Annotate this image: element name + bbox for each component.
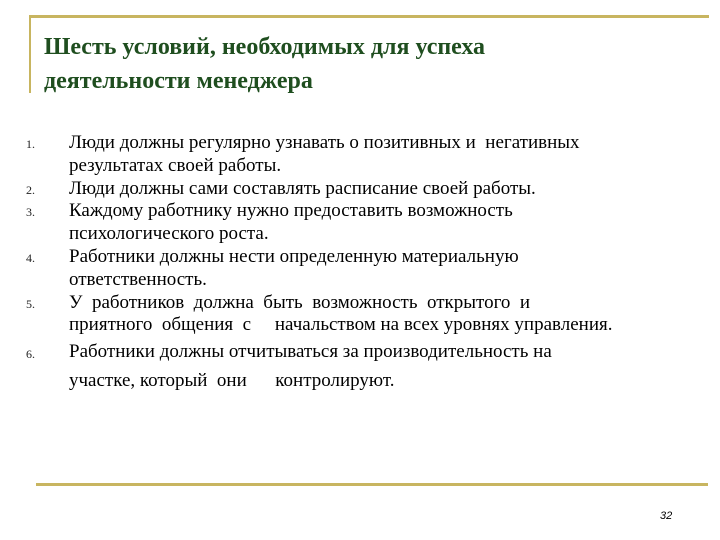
list-item-text: Работники должны нести определенную материальную	[69, 245, 519, 267]
list-item-number: 5.	[26, 296, 35, 311]
list-item-6	[22, 337, 702, 395]
slide-title-line-1: Шесть условий, необходимых для успеха	[44, 34, 486, 60]
conditions-list	[22, 132, 702, 395]
list-item-5	[22, 292, 702, 338]
list-item-text: результатах своей работы.	[69, 154, 282, 176]
slide-title-line-2: деятельности менеджера	[44, 68, 313, 94]
list-item-2	[22, 178, 702, 201]
list-item-number: 6.	[26, 347, 35, 362]
list-item-number: 2.	[26, 182, 35, 197]
list-item-number: 4.	[26, 250, 35, 265]
list-item-text: Люди должны сами составлять расписание своей работы.	[69, 177, 536, 199]
list-item-text: ответственность.	[69, 268, 207, 290]
frame-bottom-line	[36, 483, 708, 486]
list-item-number: 1.	[26, 137, 35, 151]
list-item-number: 3.	[26, 205, 35, 220]
list-item-text: приятного общения с начальством на всех уровнях управления.	[69, 314, 613, 336]
list-item-text: Каждому работнику нужно предоставить возможность	[69, 200, 513, 222]
list-item-text: психологического роста.	[69, 223, 269, 245]
list-item-text: Люди должны регулярно узнавать о позитивных и негативных	[69, 132, 580, 153]
page-number: 32	[660, 510, 673, 522]
list-item-text: участке, который они контролируют.	[69, 370, 395, 392]
list-item-3	[22, 200, 702, 246]
list-item-text: Работники должны отчитываться за производительность на	[69, 341, 552, 363]
list-item-4	[22, 246, 702, 292]
frame-top-line	[29, 15, 709, 18]
list-item-1	[22, 132, 702, 178]
slide-title	[44, 30, 664, 98]
frame-left-line	[29, 15, 31, 93]
list-item-text: У работников должна быть возможность открытого и	[69, 291, 531, 313]
